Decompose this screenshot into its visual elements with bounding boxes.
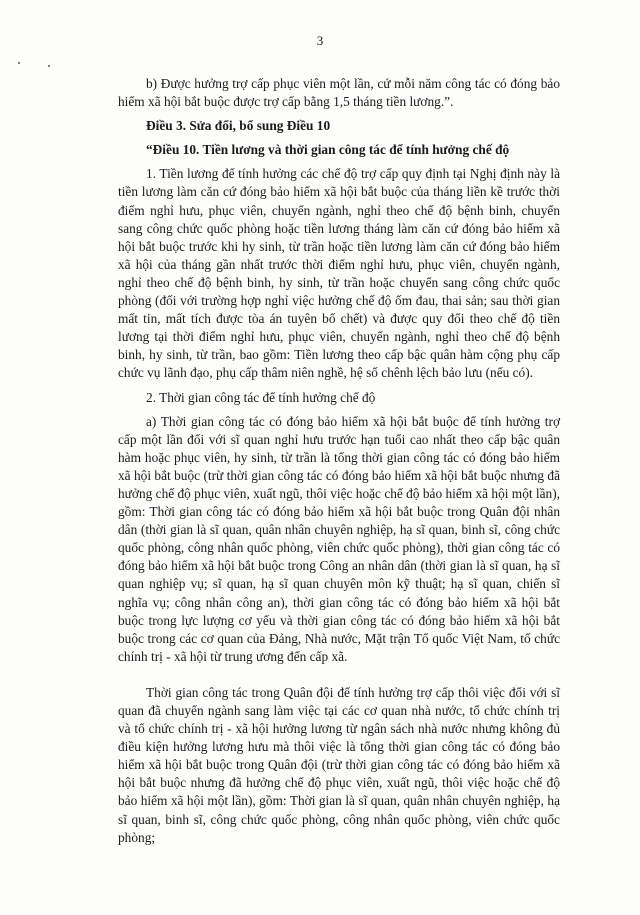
paragraph-a-thoi-gian-dong-bhxh: a) Thời gian công tác có đóng bảo hiểm xã hội bắt buộc để tính hưởng trợ cấp một lần đối với sĩ quan nghỉ hưu trước hạn tuổi cao nhất theo cấp bậc quân hàm hoặc phục viên, hy sinh, từ trần là tổng thời gian công tác có đóng bảo hiểm xã hội bắt buộc (trừ thời gian công tác có đóng bảo hiểm xã hội bắt buộc nhưng đã hưởng chế độ phục viên, xuất ngũ, thôi việc hoặc chế độ bảo hiểm xã hội một lần), gồm: Thời gian công tác có đóng bảo hiểm xã hội bắt buộc trong Quân đội nhân dân (thời gian là sĩ quan, quân nhân chuyên nghiệp, hạ sĩ quan, binh sĩ, công chức quốc phòng, công nhân quốc phòng, viên chức quốc phòng), thời gian công tác có đóng bảo hiểm xã hội bắt buộc trong Công an nhân dân (thời gian là sĩ quan, hạ sĩ quan nghiệp vụ; sĩ quan, hạ sĩ quan chuyên môn kỹ thuật; hạ sĩ quan, chiến sĩ nghĩa vụ; công nhân công an), thời gian công tác có đóng bảo hiểm xã hội bắt buộc trong lực lượng cơ yếu và thời gian công tác có đóng bảo hiểm xã hội bắt buộc trong các cơ quan của Đảng, Nhà nước, Mặt trận Tổ quốc Việt Nam, tổ chức chính trị - xã hội từ trung ương đến cấp xã. [118,413,560,664]
heading-dieu-10: “Điều 10. Tiền lương và thời gian công tác để tính hưởng chế độ [146,142,510,158]
scan-speck [18,62,20,64]
paragraph-2-thoi-gian: 2. Thời gian công tác để tính hưởng chế độ [146,389,376,405]
paragraph-thoi-gian-quan-doi: Thời gian công tác trong Quân đội để tính hưởng trợ cấp thôi việc đối với sĩ quan đã chuyển ngành sang làm việc tại các cơ quan nhà nước, tổ chức chính trị và tổ chức chính trị - xã hội hưởng lương từ ngân sách nhà nước nhưng không đủ điều kiện hưởng lương hưu mà thôi việc là tổng thời gian công tác có đóng bảo hiểm xã hội bắt buộc trong Quân đội (trừ thời gian công tác có đóng bảo hiểm xã hội bắt buộc nhưng đã hưởng chế độ phục viên, xuất ngũ, thôi việc hoặc chế độ bảo hiểm xã hội một lần), gồm: Thời gian là sĩ quan, quân nhân chuyên nghiệp, hạ sĩ quan, binh sĩ, công chức quốc phòng, công nhân quốc phòng, viên chức quốc phòng; [118,684,560,845]
paragraph-b-phuc-vien: b) Được hưởng trợ cấp phục viên một lần, cứ mỗi năm công tác có đóng bảo hiểm xã hội bắt buộc được trợ cấp bằng 1,5 tháng tiền lương.”. [118,76,560,110]
scan-speck [48,65,50,67]
document-body [118,75,560,847]
heading-dieu-3: Điều 3. Sửa đổi, bổ sung Điều 10 [146,118,331,134]
paragraph-1-tien-luong: 1. Tiền lương để tính hưởng các chế độ trợ cấp quy định tại Nghị định này là tiền lương làm căn cứ đóng bảo hiểm xã hội bắt buộc của tháng liền kề trước thời điểm nghỉ hưu, phục viên, chuyển ngành, nghỉ theo chế độ bệnh binh, chuyển sang công chức quốc phòng hoặc tiền lương tháng làm căn cứ đóng bảo hiểm xã hội bắt buộc trước khi hy sinh, từ trần hoặc tiền lương làm căn cứ đóng bảo hiểm xã hội của tháng gần nhất trước thời điểm nghỉ hưu, phục viên, chuyển ngành, nghỉ theo chế độ bệnh binh, hy sinh, từ trần hoặc chuyển sang công chức quốc phòng (đối với trường hợp nghỉ việc hưởng chế độ ốm đau, thai sản; sau thời gian mất tin, mất tích được tòa án tuyên bố chết) và được quy đổi theo chế độ tiền lương tại thời điểm nghỉ hưu, phục viên, chuyển ngành, nghỉ theo chế độ bệnh binh, hy sinh, từ trần, bao gồm: Tiền lương theo cấp bậc quân hàm cộng phụ cấp chức vụ lãnh đạo, phụ cấp thâm niên nghề, hệ số chênh lệch bảo lưu (nếu có). [118,166,560,381]
page-number: 3 [316,33,324,48]
